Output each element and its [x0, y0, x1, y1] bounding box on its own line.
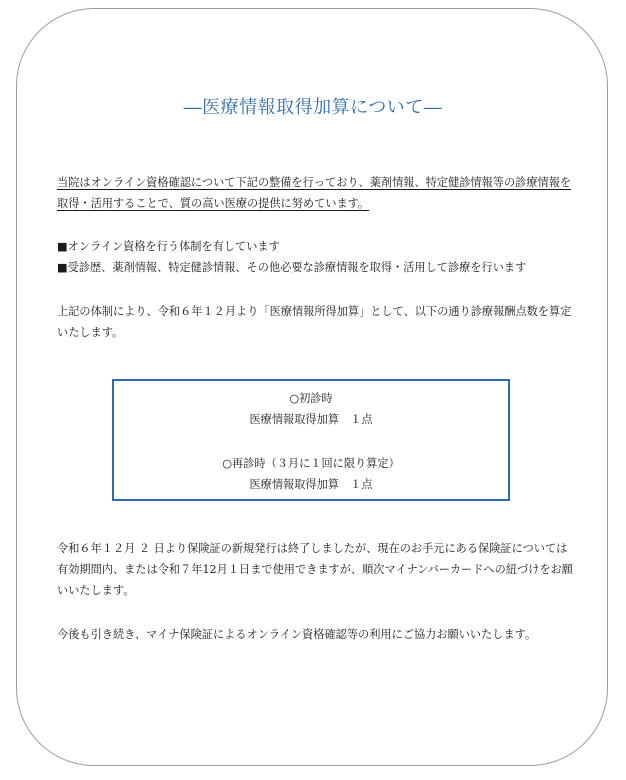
page-title: ―医療情報取得加算について― — [183, 97, 443, 118]
first-visit-label: ○初診時 — [289, 392, 333, 405]
closing-paragraph: 今後も引き続き、マイナ保険証によるオンライン資格確認等の利用にご協力お願いいたします。 — [57, 628, 537, 641]
system-paragraph: 上記の体制により、令和６年１２月より「医療情報所得加算」として、以下の通り診療報酬点数を算定いたします。 — [57, 305, 572, 339]
fee-box — [112, 379, 510, 501]
lead-paragraph: 当院はオンライン資格確認について下記の整備を行っており、薬剤情報、特定健診情報等の診療情報を取得・活用することで、質の高い医療の提供に努めています。 — [57, 176, 572, 210]
bullet-item-medical-info: ■受診歴、薬剤情報、特定健診情報、その他必要な診療情報を取得・活用して診療を行います — [57, 261, 527, 274]
bullet-list — [57, 236, 573, 278]
insurance-card-notice: 令和６年１２月 ２ 日より保険証の新規発行は終了しましたが、現在のお手元にある保険証については有効期間内、または令和７年12月１日まで使用できますが、順次マイナンバーカードへの紐づけをお願いいたします。 — [57, 542, 573, 597]
revisit-fee: 医療情報取得加算 １点 — [249, 478, 373, 491]
bullet-item-online-eligibility: ■オンライン資格を行う体制を有しています — [57, 240, 280, 253]
first-visit-fee: 医療情報取得加算 １点 — [249, 413, 373, 426]
revisit-label: ○再診時（３月に１回に限り算定） — [222, 457, 400, 470]
